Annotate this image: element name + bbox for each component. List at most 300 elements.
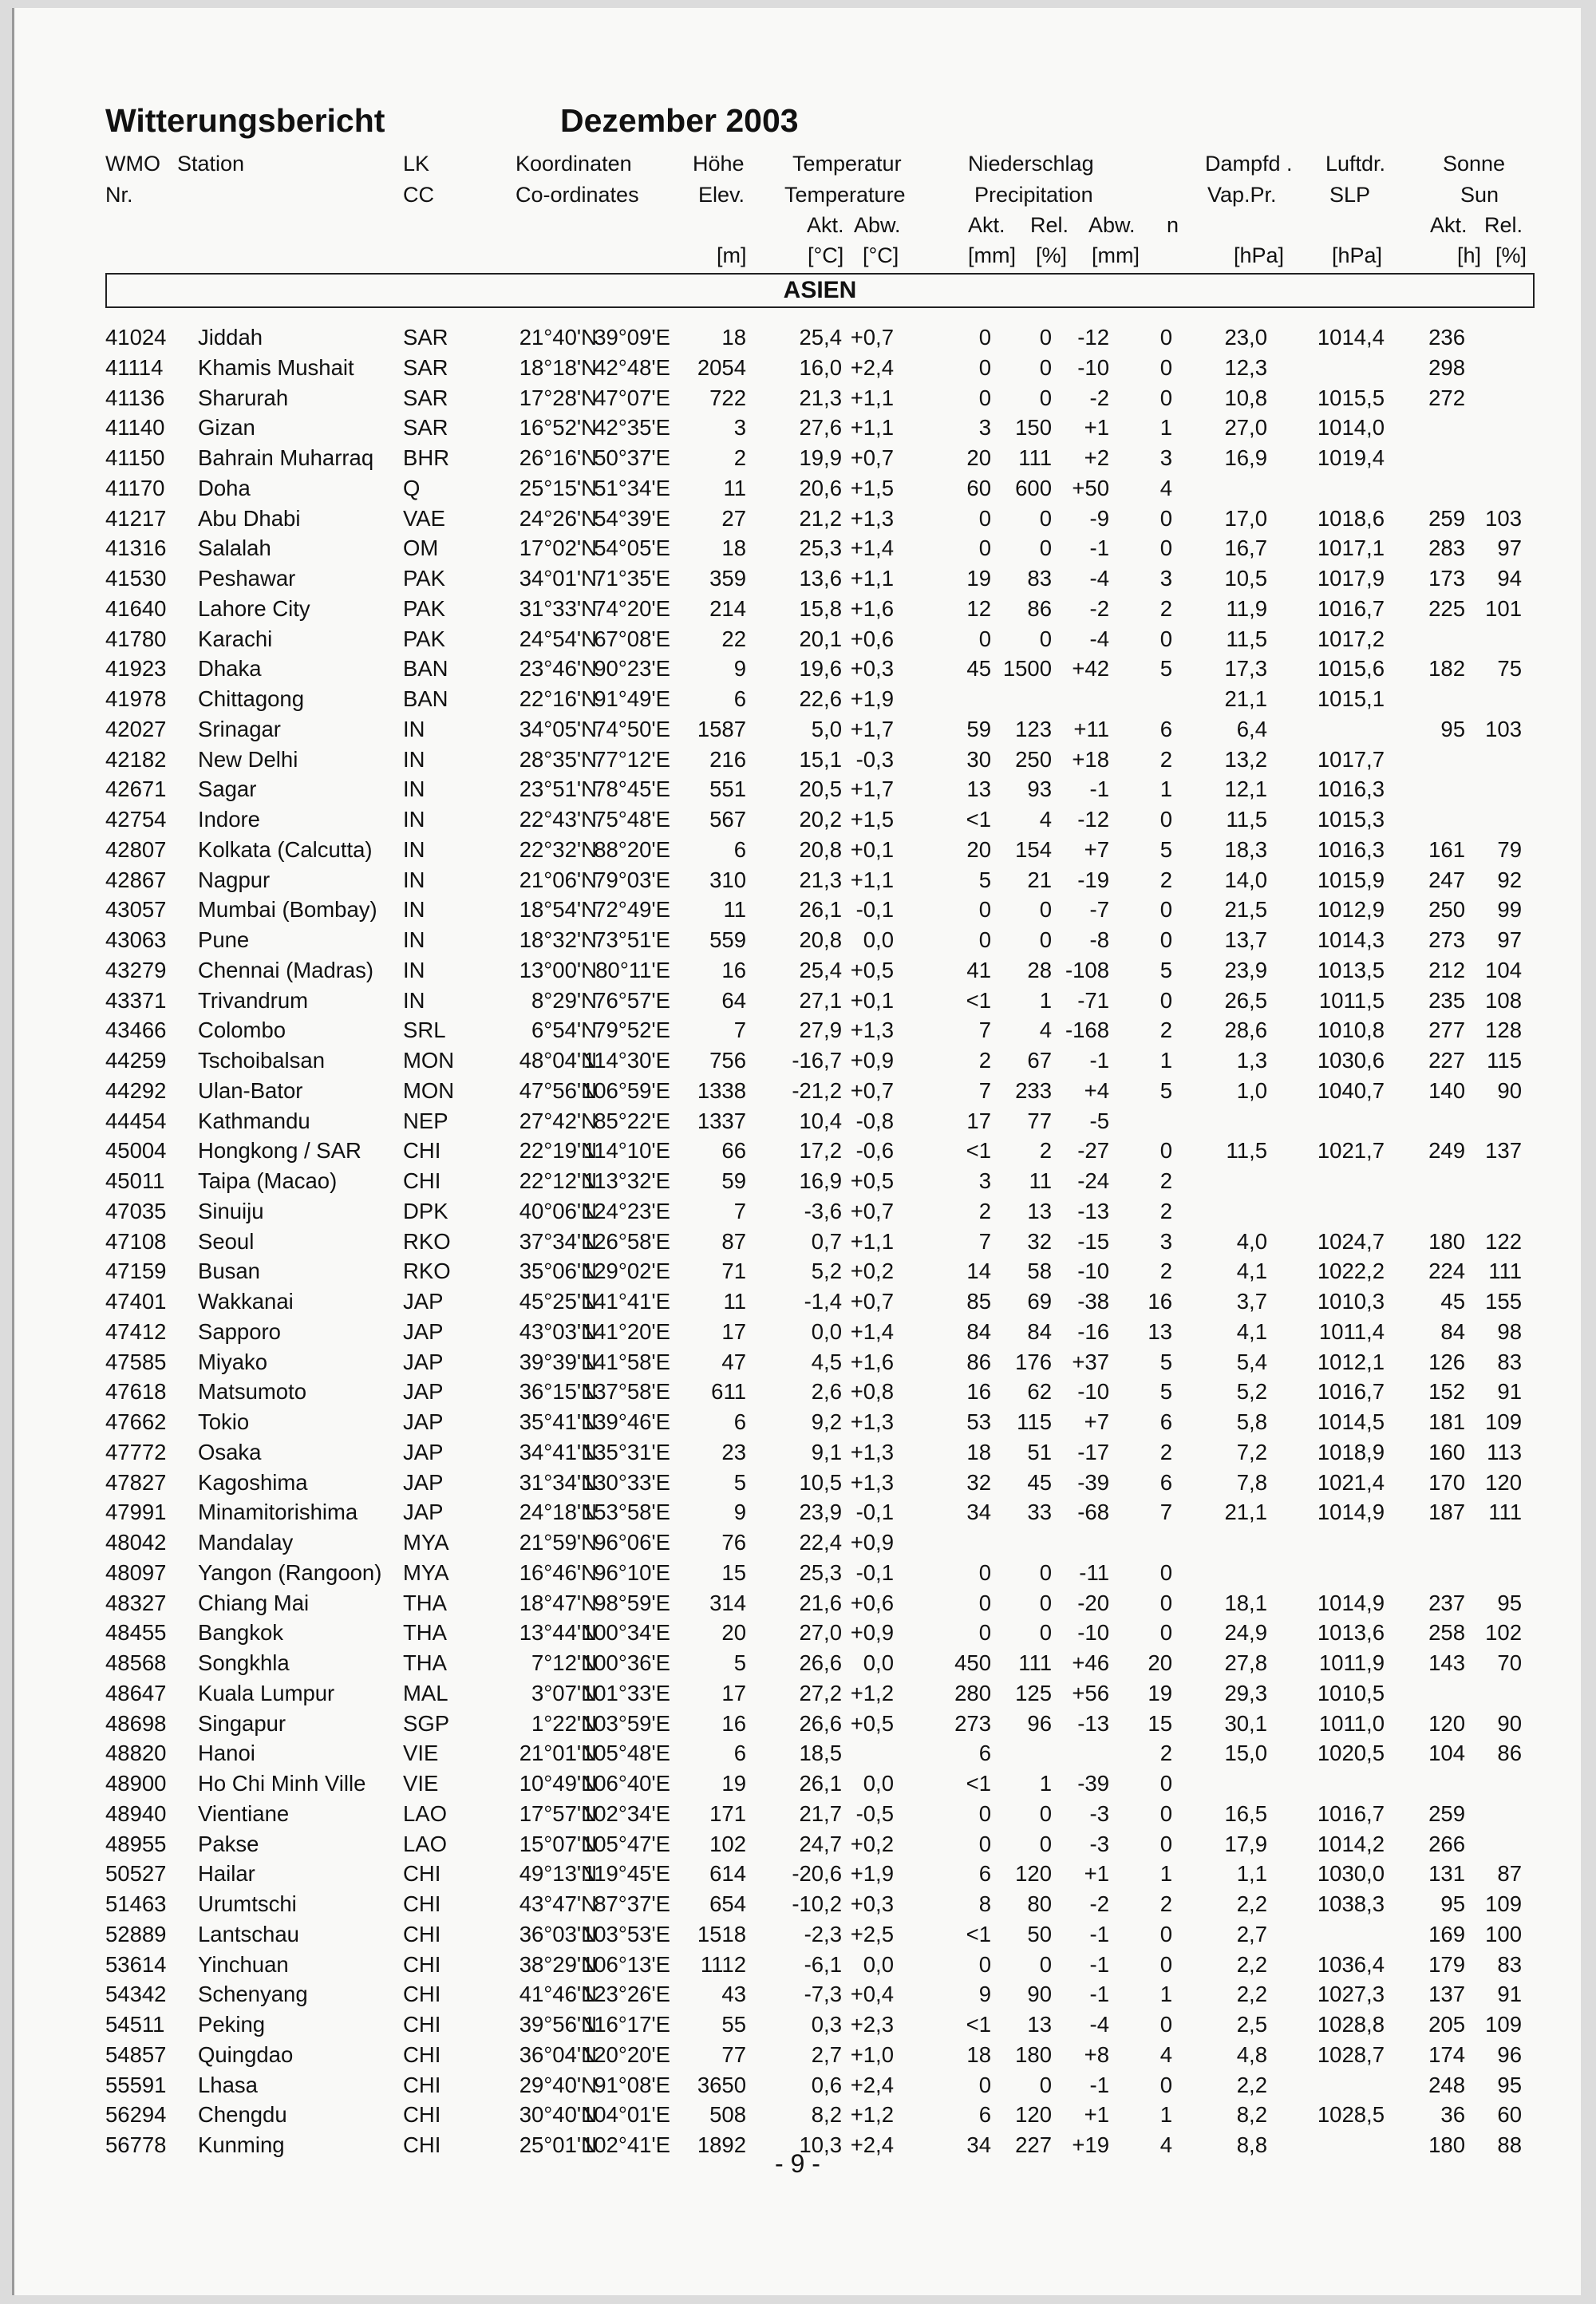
cell-wmo: 55591 [105,2072,167,2097]
cell-pa: +18 [1072,746,1109,772]
cell-lon: 74°50'E [594,716,670,741]
cell-lat: 22°32'N [519,836,597,862]
cell-slp: 1014,0 [1317,415,1385,441]
cell-elev: 567 [709,807,746,832]
cell-lat: 36°15'N [519,1379,597,1405]
cell-lat: 35°41'N [519,1409,597,1434]
cell-elev: 3650 [697,2072,746,2097]
cell-n: 2 [1159,595,1172,621]
table-row [14,958,1581,988]
cell-t: 0,7 [811,1228,842,1254]
cell-vp: 4,8 [1236,2041,1267,2067]
cell-station: Chengdu [198,2102,287,2128]
cell-ta: 0,0 [863,1951,894,1977]
cell-pr: 13 [1027,2012,1052,2037]
cell-ta: +0,7 [850,325,894,350]
cell-ta: +0,5 [850,1710,894,1736]
cell-sr: 90 [1497,1077,1522,1103]
cell-slp: 1014,3 [1317,927,1385,952]
cell-wmo: 48647 [105,1680,167,1705]
cell-t: 25,4 [799,957,842,982]
cell-p: <1 [966,987,991,1013]
cell-pr: 0 [1039,505,1052,531]
unit-s-rel: [%] [1495,243,1527,267]
hdr-temp: Temperatur [792,152,902,176]
cell-lat: 43°47'N [519,1891,597,1916]
table-row [14,385,1581,416]
cell-elev: 1112 [700,1951,746,1977]
cell-elev: 216 [709,746,746,772]
hdr-wmo: WMO [105,152,160,176]
cell-wmo: 48940 [105,1800,167,1826]
cell-sr: 97 [1497,535,1522,561]
cell-ta: +0,3 [850,1891,894,1916]
cell-cc: VIE [403,1771,439,1796]
section-title: ASIEN [783,277,857,303]
cell-slp: 1038,3 [1317,1891,1385,1916]
cell-cc: JAP [403,1469,444,1495]
cell-sun: 227 [1428,1048,1465,1073]
cell-sun: 212 [1428,957,1465,982]
cell-station: Tschoibalsan [198,1048,325,1073]
table-row [14,1409,1581,1440]
cell-pa: -1 [1089,1951,1109,1977]
cell-t: 26,6 [799,1650,842,1675]
cell-sr: 109 [1485,1891,1522,1916]
cell-p: 20 [966,445,991,470]
cell-pr: 21 [1027,867,1052,892]
hdr-s-akt: Akt. [1430,213,1468,237]
cell-cc: BAN [403,686,448,711]
cell-vp: 6,4 [1236,716,1267,741]
cell-pr: 150 [1015,415,1052,441]
cell-elev: 551 [709,777,746,802]
cell-ta: +0,7 [850,1198,894,1223]
cell-vp: 15,0 [1224,1741,1267,1766]
table-row [14,1350,1581,1380]
cell-vp: 2,7 [1236,1921,1267,1946]
cell-vp: 26,5 [1224,987,1267,1013]
cell-station: Nagpur [198,867,271,892]
cell-lon: 42°48'E [594,354,670,380]
cell-station: Salalah [198,535,271,561]
cell-p: 8 [978,1891,991,1916]
cell-elev: 1338 [697,1077,746,1103]
cell-t: 17,2 [799,1138,842,1164]
cell-wmo: 48698 [105,1710,167,1736]
cell-station: Bangkok [198,1620,284,1646]
hdr-coord-en: Co-ordinates [516,183,639,207]
cell-n: 3 [1159,1228,1172,1254]
cell-pr: 50 [1027,1921,1052,1946]
cell-p: 12 [966,595,991,621]
cell-lon: 96°10'E [594,1559,670,1585]
cell-sr: 97 [1497,927,1522,952]
cell-station: Lantschau [198,1921,299,1946]
cell-lat: 28°35'N [519,746,597,772]
cell-elev: 359 [709,566,746,591]
cell-slp: 1021,4 [1317,1469,1385,1495]
cell-sun: 95 [1440,716,1465,741]
cell-vp: 24,9 [1224,1620,1267,1646]
cell-sun: 104 [1428,1741,1465,1766]
cell-elev: 64 [721,987,746,1013]
cell-lat: 22°19'N [519,1138,597,1164]
cell-station: Hailar [198,1861,255,1887]
cell-station: Gizan [198,415,255,441]
cell-sun: 283 [1428,535,1465,561]
cell-elev: 1337 [697,1108,746,1133]
cell-sr: 115 [1487,1048,1522,1073]
cell-t: 23,9 [799,1500,842,1525]
cell-cc: CHI [403,2041,441,2067]
cell-wmo: 43063 [105,927,167,952]
cell-p: 53 [966,1409,991,1434]
cell-station: Osaka [198,1439,262,1464]
cell-vp: 21,5 [1224,897,1267,923]
cell-p: 20 [966,836,991,862]
cell-elev: 27 [721,505,746,531]
cell-slp: 1015,5 [1317,385,1385,410]
cell-ta: +1,6 [850,595,894,621]
cell-n: 1 [1159,777,1172,802]
cell-ta: +1,2 [850,2102,894,2128]
cell-pr: 4 [1039,1018,1052,1043]
cell-lon: 124°23'E [581,1198,670,1223]
cell-pa: -2 [1089,1891,1109,1916]
cell-n: 6 [1159,716,1172,741]
cell-slp: 1024,7 [1317,1228,1385,1254]
cell-p: 0 [978,897,991,923]
cell-wmo: 41140 [105,415,165,441]
cell-n: 0 [1159,626,1172,651]
cell-t: 20,6 [799,475,842,500]
cell-ta: +0,1 [850,836,894,862]
cell-elev: 1518 [697,1921,746,1946]
cell-pr: 111 [1018,445,1052,470]
cell-pa: -1 [1089,1048,1109,1073]
cell-lon: 141°41'E [581,1289,670,1314]
cell-pr: 62 [1027,1379,1052,1405]
cell-vp: 27,0 [1224,415,1267,441]
cell-elev: 1892 [697,2132,746,2157]
cell-pr: 154 [1015,836,1052,862]
cell-cc: PAK [403,595,445,621]
table-row [14,1168,1581,1199]
cell-slp: 1010,8 [1317,1018,1385,1043]
hdr-elev: Höhe [693,152,745,176]
cell-sr: 155 [1485,1289,1522,1314]
cell-ta: +0,9 [850,1048,894,1073]
cell-pr: 77 [1027,1108,1052,1133]
hdr-station: Station [177,152,245,176]
cell-pa: -15 [1077,1228,1109,1254]
cell-lon: 106°40'E [581,1771,670,1796]
table-row [14,415,1581,445]
cell-pr: 90 [1027,1982,1052,2007]
cell-elev: 6 [733,1409,746,1434]
cell-n: 5 [1159,1349,1172,1374]
cell-station: Mumbai (Bombay) [198,897,377,923]
cell-lon: 79°03'E [594,867,670,892]
cell-pr: 69 [1027,1289,1052,1314]
cell-t: -1,4 [804,1289,842,1314]
cell-ta: 0,0 [863,1650,894,1675]
cell-n: 1 [1159,1048,1172,1073]
cell-t: 27,1 [799,987,842,1013]
cell-n: 1 [1159,1861,1172,1887]
cell-pa: -9 [1089,505,1109,531]
cell-lat: 22°43'N [519,807,597,832]
cell-lon: 104°01'E [581,2102,670,2128]
cell-sr: 90 [1497,1710,1522,1736]
cell-sr: 87 [1497,1861,1522,1887]
cell-pa: -68 [1077,1500,1109,1525]
cell-lat: 16°52'N [519,415,597,441]
cell-wmo: 41170 [105,475,165,500]
cell-pa: -71 [1077,987,1109,1013]
cell-ta: +0,7 [850,445,894,470]
cell-ta: -0,1 [855,897,894,923]
cell-wmo: 45011 [105,1168,165,1193]
cell-lat: 22°12'N [519,1168,597,1193]
cell-station: Kagoshima [198,1469,308,1495]
cell-n: 0 [1159,505,1172,531]
cell-pa: -8 [1089,927,1109,952]
table-row [14,1229,1581,1259]
cell-pa: +8 [1084,2041,1109,2067]
cell-lon: 90°23'E [594,656,670,682]
hdr-n: n [1167,213,1179,237]
cell-t: 25,4 [799,325,842,350]
cell-cc: MYA [403,1530,449,1555]
cell-wmo: 41530 [105,566,167,591]
cell-cc: BAN [403,656,448,682]
cell-slp: 1028,7 [1317,2041,1385,2067]
cell-p: 0 [978,1831,991,1856]
cell-cc: JAP [403,1409,444,1434]
cell-elev: 66 [721,1138,746,1164]
cell-elev: 214 [709,595,746,621]
cell-p: 59 [966,716,991,741]
cell-t: 22,6 [799,686,842,711]
cell-wmo: 48455 [105,1620,167,1646]
cell-t: 16,9 [799,1168,842,1193]
cell-sun: 273 [1428,927,1465,952]
cell-n: 4 [1159,2132,1172,2157]
cell-n: 0 [1159,2072,1172,2097]
cell-station: Doha [198,475,251,500]
cell-p: <1 [966,807,991,832]
cell-pa: -13 [1077,1710,1109,1736]
cell-elev: 722 [709,385,746,410]
cell-cc: MAL [403,1680,448,1705]
cell-pa: +1 [1084,415,1109,441]
cell-lat: 13°44'N [519,1620,597,1646]
cell-p: 6 [978,1741,991,1766]
cell-station: New Delhi [198,746,298,772]
cell-slp: 1017,9 [1317,566,1385,591]
cell-sun: 95 [1440,1891,1465,1916]
cell-slp: 1011,9 [1318,1650,1385,1675]
cell-cc: Q [403,475,421,500]
cell-wmo: 45004 [105,1138,167,1164]
cell-cc: CHI [403,1138,441,1164]
cell-wmo: 50527 [105,1861,167,1887]
cell-lat: 16°46'N [519,1559,597,1585]
cell-wmo: 42807 [105,836,167,862]
cell-pa: -108 [1065,957,1109,982]
cell-wmo: 47585 [105,1349,167,1374]
cell-ta: +1,6 [850,1349,894,1374]
table-row [14,1319,1581,1350]
cell-lat: 25°01'N [519,2132,597,2157]
cell-station: Jiddah [198,325,263,350]
cell-n: 0 [1159,927,1172,952]
cell-p: <1 [966,1921,991,1946]
cell-vp: 16,5 [1224,1800,1267,1826]
cell-sun: 235 [1428,987,1465,1013]
cell-lon: 137°58'E [581,1379,670,1405]
cell-t: 27,9 [799,1018,842,1043]
cell-lat: 47°56'N [519,1077,597,1103]
cell-vp: 5,4 [1236,1349,1267,1374]
cell-pr: 120 [1015,2102,1052,2128]
cell-ta: -0,5 [855,1800,894,1826]
cell-p: 7 [978,1018,991,1043]
cell-station: Indore [198,807,260,832]
cell-station: Singapur [198,1710,286,1736]
cell-vp: 1,3 [1236,1048,1267,1073]
cell-cc: RKO [403,1259,451,1284]
cell-vp: 23,9 [1224,957,1267,982]
cell-ta: +1,1 [850,385,894,410]
table-row [14,1681,1581,1711]
table-row [14,535,1581,566]
cell-t: 25,3 [799,1559,842,1585]
cell-p: 0 [978,1800,991,1826]
cell-station: Ulan-Bator [198,1077,303,1103]
cell-pr: 233 [1015,1077,1052,1103]
cell-lon: 141°58'E [581,1349,670,1374]
cell-pa: -1 [1089,2072,1109,2097]
cell-vp: 13,7 [1224,927,1267,952]
cell-elev: 559 [709,927,746,952]
cell-station: Lahore City [198,595,310,621]
cell-slp: 1018,9 [1317,1439,1385,1464]
cell-vp: 12,1 [1224,777,1267,802]
cell-p: 0 [978,505,991,531]
cell-ta: +1,3 [850,1439,894,1464]
cell-n: 0 [1159,354,1172,380]
table-row [14,325,1581,355]
cell-pr: 250 [1015,746,1052,772]
cell-t: 19,9 [799,445,842,470]
hdr-p-rel: Rel. [1030,213,1069,237]
cell-n: 0 [1159,1921,1172,1946]
cell-sr: 137 [1485,1138,1522,1164]
table-row [14,1650,1581,1681]
hdr-cc: CC [403,183,434,207]
cell-p: 85 [966,1289,991,1314]
cell-elev: 11 [723,897,746,923]
cell-pr: 0 [1039,927,1052,952]
cell-p: 0 [978,1951,991,1977]
cell-pr: 2 [1039,1138,1052,1164]
cell-slp: 1014,9 [1317,1500,1385,1525]
cell-sr: 95 [1497,1590,1522,1615]
cell-pa: -1 [1089,1921,1109,1946]
cell-lat: 7°12'N [531,1650,597,1675]
cell-p: 0 [978,626,991,651]
cell-p: 0 [978,1620,991,1646]
cell-cc: SAR [403,325,448,350]
cell-lat: 36°03'N [519,1921,597,1946]
cell-t: -2,3 [804,1921,842,1946]
cell-t: 5,0 [811,716,842,741]
cell-slp: 1011,5 [1318,987,1385,1013]
cell-n: 0 [1159,1771,1172,1796]
cell-sr: 109 [1485,1409,1522,1434]
cell-p: 19 [966,566,991,591]
cell-ta: +0,7 [850,1289,894,1314]
cell-pa: -2 [1089,385,1109,410]
hdr-p-akt: Akt. [968,213,1005,237]
cell-vp: 23,0 [1224,325,1267,350]
cell-t: 0,3 [811,2012,842,2037]
cell-t: 21,7 [799,1800,842,1826]
cell-ta: +1,4 [850,1318,894,1344]
table-row [14,596,1581,626]
cell-wmo: 42867 [105,867,167,892]
cell-p: 7 [978,1077,991,1103]
cell-wmo: 42754 [105,807,167,832]
table-row [14,807,1581,837]
cell-vp: 5,2 [1236,1379,1267,1405]
cell-lat: 31°34'N [519,1469,597,1495]
cell-elev: 76 [721,1530,746,1555]
cell-n: 0 [1159,807,1172,832]
cell-t: 16,0 [799,354,842,380]
cell-station: Pune [198,927,250,952]
cell-lat: 30°40'N [519,2102,597,2128]
table-row [14,1832,1581,1862]
cell-t: 9,1 [811,1439,842,1464]
cell-lon: 80°11'E [595,957,670,982]
cell-pa: -4 [1089,626,1109,651]
cell-pa: -12 [1077,807,1109,832]
cell-slp: 1015,3 [1317,807,1385,832]
cell-n: 2 [1159,746,1172,772]
cell-pa: -2 [1089,595,1109,621]
cell-n: 2 [1159,1741,1172,1766]
cell-elev: 16 [721,957,746,982]
cell-sun: 272 [1428,385,1465,410]
cell-sun: 298 [1428,354,1465,380]
cell-elev: 17 [721,1318,746,1344]
cell-elev: 20 [721,1620,746,1646]
cell-ta: -0,1 [855,1500,894,1525]
cell-pr: 0 [1039,1831,1052,1856]
cell-wmo: 47412 [105,1318,167,1344]
cell-ta: +0,8 [850,1379,894,1405]
cell-wmo: 41217 [105,505,167,531]
cell-cc: THA [403,1590,447,1615]
cell-sr: 103 [1485,505,1522,531]
cell-sr: 98 [1497,1318,1522,1344]
cell-ta: +1,3 [850,1409,894,1434]
cell-lat: 24°26'N [519,505,597,531]
